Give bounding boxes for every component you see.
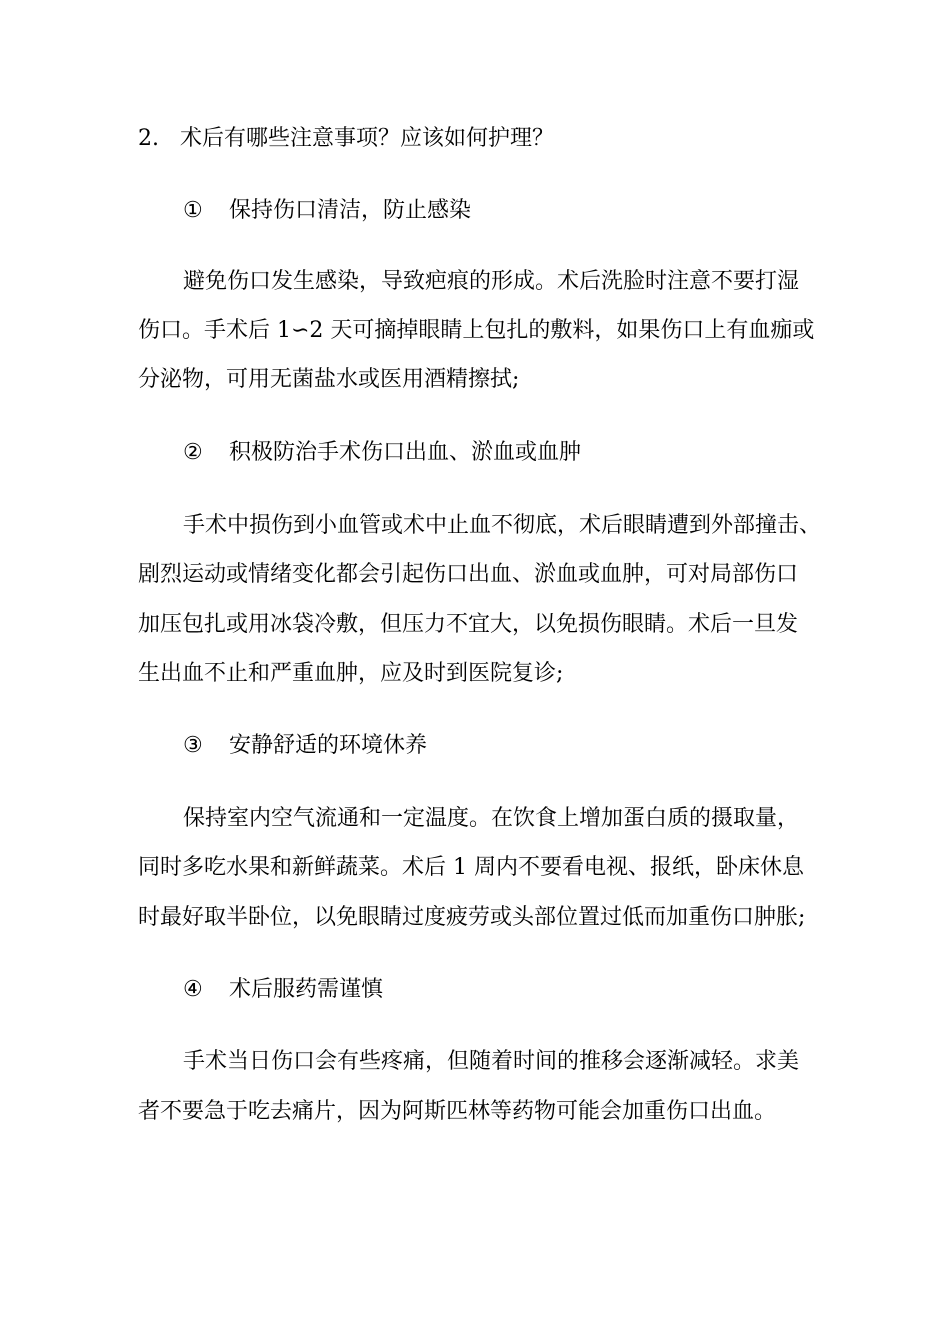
paragraph-line: 同时多吃水果和新鲜蔬菜。术后 1 周内不要看电视、报纸，卧床休息 <box>138 855 804 880</box>
item-4-marker: ④ <box>183 977 203 1002</box>
item-3-heading <box>183 731 427 761</box>
section-heading <box>138 124 554 154</box>
item-3-marker: ③ <box>183 733 203 758</box>
paragraph-line: 伤口。手术后 1∽2 天可摘掉眼睛上包扎的敷料，如果伤口上有血痂或 <box>138 318 815 343</box>
section-number: 2. <box>138 126 159 151</box>
item-2-title: 积极防治手术伤口出血、淤血或血肿 <box>229 440 582 465</box>
paragraph-line: 生出血不止和严重血肿，应及时到医院复诊; <box>138 661 564 686</box>
paragraph-line: 时最好取半卧位，以免眼睛过度疲劳或头部位置过低而加重伤口肿胀; <box>138 905 806 930</box>
paragraph-line: 避免伤口发生感染，导致疤痕的形成。术后洗脸时注意不要打湿 <box>183 269 800 294</box>
item-1-title: 保持伤口清洁，防止感染 <box>229 198 472 223</box>
item-3-title: 安静舒适的环境休养 <box>229 733 428 758</box>
section-title: 术后有哪些注意事项？应该如何护理？ <box>179 126 554 151</box>
item-1-heading <box>183 196 471 226</box>
item-4-heading <box>183 975 383 1005</box>
paragraph-line: 者不要急于吃去痛片，因为阿斯匹林等药物可能会加重伤口出血。 <box>138 1099 777 1124</box>
item-1-marker: ① <box>183 198 203 223</box>
paragraph-line: 手术中损伤到小血管或术中止血不彻底，术后眼睛遭到外部撞击、 <box>183 513 822 538</box>
paragraph-line: 手术当日伤口会有些疼痛，但随着时间的推移会逐渐减轻。求美 <box>183 1049 800 1074</box>
paragraph-line: 加压包扎或用冰袋冷敷，但压力不宜大，以免损伤眼睛。术后一旦发 <box>138 612 799 637</box>
item-2-heading <box>183 438 581 468</box>
item-4-title: 术后服药需谨慎 <box>229 977 384 1002</box>
paragraph-line: 剧烈运动或情绪变化都会引起伤口出血、淤血或血肿，可对局部伤口 <box>138 562 799 587</box>
paragraph-line: 分泌物，可用无菌盐水或医用酒精擦拭; <box>138 367 520 392</box>
paragraph-line: 保持室内空气流通和一定温度。在饮食上增加蛋白质的摄取量， <box>183 806 800 831</box>
item-2-marker: ② <box>183 440 203 465</box>
